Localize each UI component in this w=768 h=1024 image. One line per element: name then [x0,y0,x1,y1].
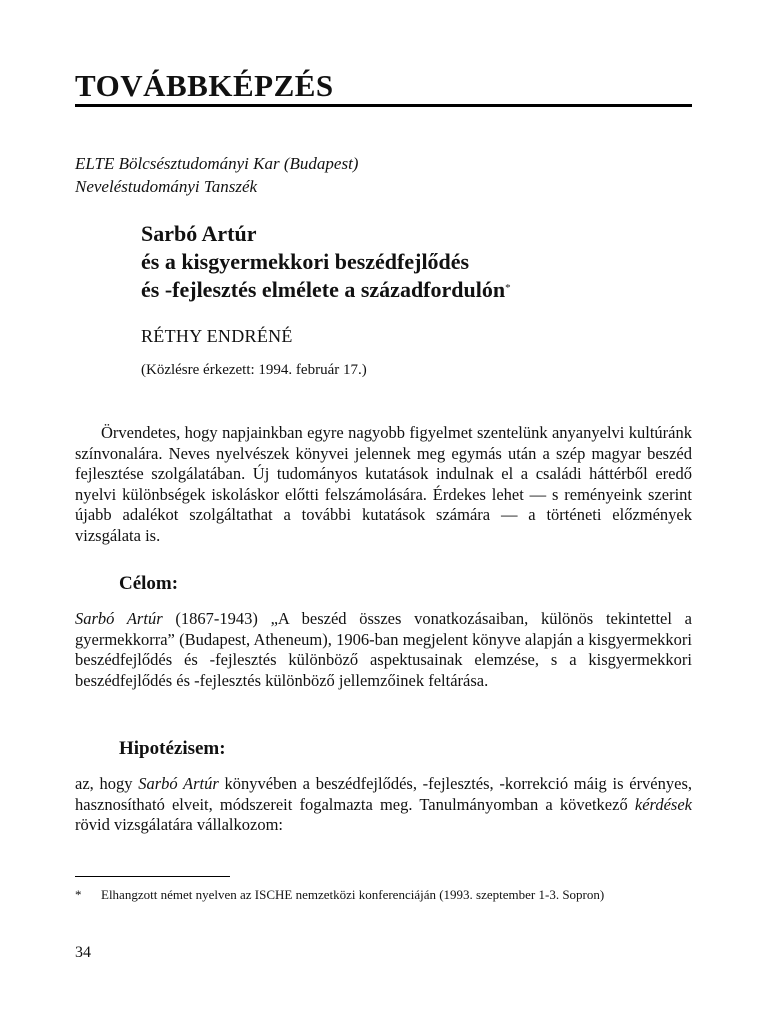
hypothesis-emphasis: kérdések [634,794,692,814]
title-line-1: Sarbó Artúr [141,221,257,246]
hypothesis-paragraph [75,774,692,836]
footnote-divider [75,876,230,877]
title-footnote-marker[interactable]: * [505,282,511,294]
aim-text: (1867-1943) „A beszéd összes vonatkozásaiban, különös tekintettel a gyermekkorra” (Budapest, Atheneum), 1906-ban megjelent könyve alapján a kisgyermekkori beszédfejlődés és -fejlesztés különböző aspektusainak elemzése, s a kisgyermekkori beszédfejlődés és -fejlesztés különböző jellemzőinek feltárása. [75,609,692,690]
hypothesis-text-2: könyvében a beszédfejlődés, -fejlesztés, -korrekció máig is érvényes, hasznosítható elveit, módszereit fogalmazta meg. Tanulmányomban a következő [75,774,693,814]
author-name: RÉTHY ENDRÉNÉ [141,326,293,346]
aim-paragraph [75,609,692,691]
title-line-2: és a kisgyermekkori beszédfejlődés [141,249,470,274]
page-number: 34 [75,944,91,961]
received-date: (Közlésre érkezett: 1994. február 17.) [141,362,367,378]
section-divider [75,104,692,107]
section-title: TOVÁBBKÉPZÉS [75,68,334,103]
aim-author-name: Sarbó Artúr [75,609,163,628]
article-title [141,220,681,308]
affiliation-line-2: Neveléstudományi Tanszék [75,177,258,196]
hypothesis-text-3: rövid vizsgálatára vállalkozom: [75,815,284,835]
footnote-marker: * [75,887,82,902]
affiliation [75,152,358,198]
aim-heading: Célom: [119,573,179,594]
hypothesis-heading: Hipotézisem: [119,738,226,759]
title-line-3-text: és -fejlesztés elmélete a századfordulón [141,277,506,302]
hypothesis-author-name: Sarbó Artúr [138,774,219,793]
affiliation-line-1: ELTE Bölcsésztudományi Kar (Budapest) [75,154,359,173]
intro-paragraph: Örvendetes, hogy napjainkban egyre nagyobb figyelmet szentelünk anyanyelvi kultúránk színvonalára. Neves nyelvészek könyvei jelennek meg egymás után a szép magyar beszéd fejlesztése szolgálatában. Új tudományos kutatások indulnak el a családi háttérből eredő nyelvi különbségek iskoláskor előtti felszámolására. Érdekes lehet — s reményeink szerint újabb adalékot szolgáltathat a további kutatások számára — a történeti előzmények vizsgálata is. [75,423,692,545]
footnote-text: Elhangzott német nyelven az ISCHE nemzetközi konferenciáján (1993. szeptember 1-3. Sopron) [101,887,605,902]
hypothesis-text-1: az, hogy [75,774,139,793]
title-line-3 [141,276,681,308]
